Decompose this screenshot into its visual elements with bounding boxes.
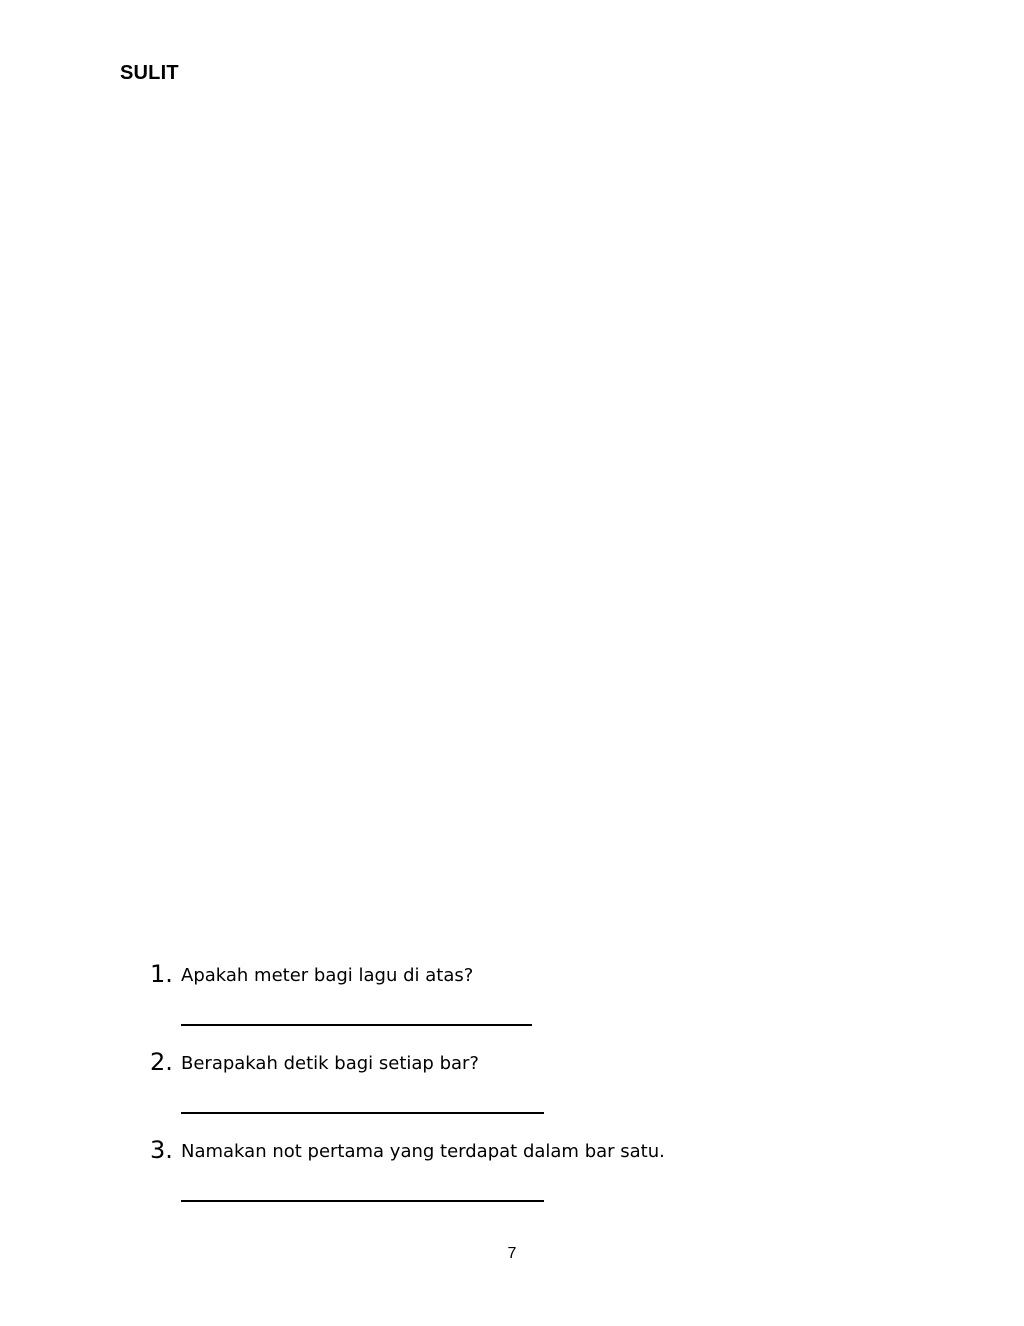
answer-line-3[interactable]: [181, 1200, 544, 1202]
page-number: 7: [507, 1245, 517, 1262]
question-text: Berapakah detik bagi setiap bar?: [181, 1053, 479, 1074]
question-number: 1.: [150, 960, 173, 988]
question-text: Namakan not pertama yang terdapat dalam bar satu.: [181, 1141, 665, 1162]
question-number: 3.: [150, 1136, 173, 1164]
answer-line-1[interactable]: [181, 1024, 532, 1026]
classification-label: SULIT: [120, 62, 179, 84]
question-text: Apakah meter bagi lagu di atas?: [181, 965, 474, 986]
question-number: 2.: [150, 1048, 173, 1076]
answer-line-2[interactable]: [181, 1112, 544, 1114]
